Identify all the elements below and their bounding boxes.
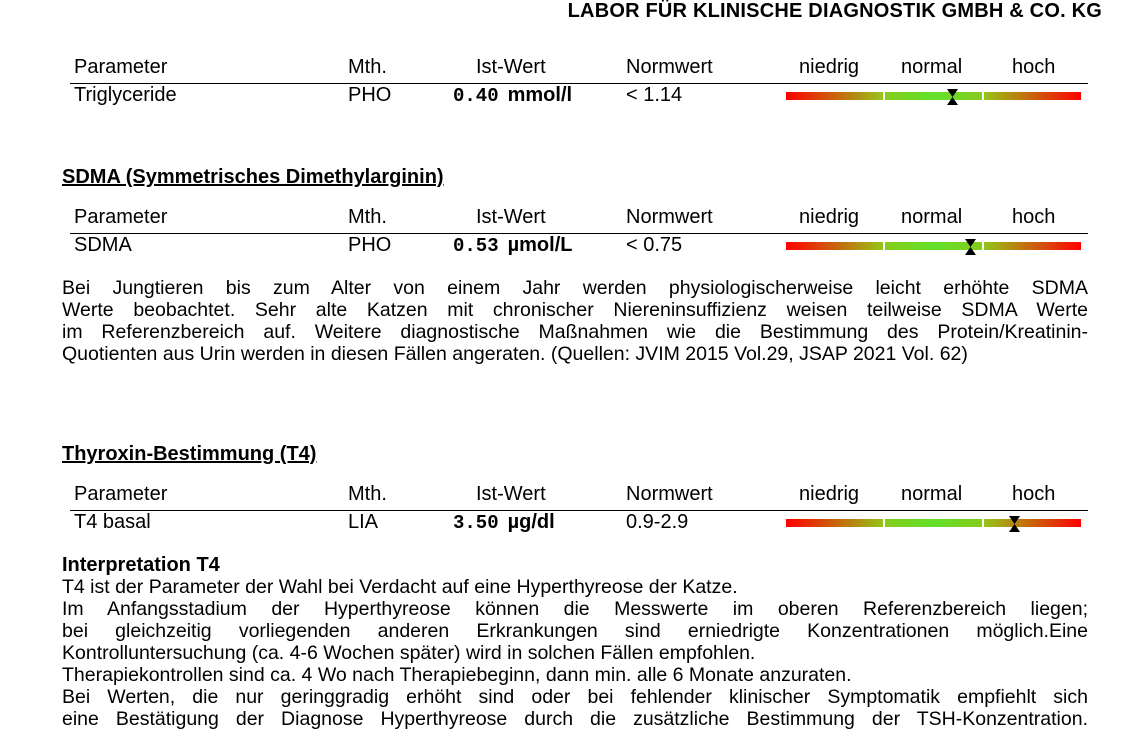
col-method: Mth. <box>348 483 387 505</box>
gauge-low-segment <box>786 242 883 250</box>
result-row <box>62 511 1088 537</box>
interpretation-line: Therapiekontrollen sind ca. 4 Wo nach Therapiebeginn, dann min. alle 6 Monate anzuraten. <box>62 664 852 686</box>
gauge-high-segment <box>984 92 1081 100</box>
note-line: im Referenzbereich auf. Weitere diagnostische Maßnahmen wie die Bestimmung des Protein/Kreatinin- <box>62 321 1088 343</box>
col-method: Mth. <box>348 56 387 78</box>
range-gauge <box>786 242 1082 250</box>
parameter-name: SDMA <box>74 234 132 256</box>
hourglass-marker-icon <box>965 239 976 255</box>
gauge-normal-segment <box>885 92 982 100</box>
hourglass-marker-icon <box>1009 516 1020 532</box>
sdma-section-title: SDMA (Symmetrisches Dimethylarginin) <box>62 166 444 188</box>
interpretation-line: Kontrolluntersuchung (ca. 4-6 Wochen später) wird in solchen Fällen empfohlen. <box>62 642 756 664</box>
col-reference: Normwert <box>626 56 713 78</box>
col-value: Ist-Wert <box>476 483 546 505</box>
parameter-name: Triglyceride <box>74 84 177 106</box>
interpretation-line: Bei Werten, die nur geringgradig erhöht sind oder bei fehlender klinischer Symptomatik empfiehlt sich <box>62 686 1088 708</box>
col-parameter: Parameter <box>74 56 168 78</box>
col-normal: normal <box>901 206 963 228</box>
note-line: Werte beobachtet. Sehr alte Katzen mit chronischer Niereninsuffizienz weisen teilweise SDMA Werte <box>62 299 1088 321</box>
interpretation-text <box>62 576 1088 730</box>
table-header-row <box>62 56 1088 82</box>
parameter-name: T4 basal <box>74 511 151 533</box>
col-low: niedrig <box>799 206 860 228</box>
col-value: Ist-Wert <box>476 56 546 78</box>
col-high: hoch <box>1012 56 1056 78</box>
gauge-low-segment <box>786 519 883 527</box>
t4-section-title: Thyroxin-Bestimmung (T4) <box>62 443 317 465</box>
interpretation-line: bei gleichzeitig vorliegenden anderen Erkrankungen sind erniedrigte Konzentrationen möglich.Eine <box>62 620 1088 642</box>
col-value: Ist-Wert <box>476 206 546 228</box>
col-reference: Normwert <box>626 483 713 505</box>
interpretation-line: T4 ist der Parameter der Wahl bei Verdacht auf eine Hyperthyreose der Katze. <box>62 576 738 598</box>
note-line: Bei Jungtieren bis zum Alter von einem Jahr werden physiologischerweise leicht erhöhte SDMA <box>62 277 1088 299</box>
table-header-row <box>62 483 1088 509</box>
gauge-high-segment <box>984 519 1081 527</box>
col-high: hoch <box>1012 483 1056 505</box>
table-header-row <box>62 206 1088 232</box>
col-low: niedrig <box>799 483 860 505</box>
interpretation-line: eine Bestätigung der Diagnose Hyperthyreose durch die zusätzliche Bestimmung der TSH-Konzentration. <box>62 708 1088 730</box>
reference-range: 0.9-2.9 <box>626 511 689 533</box>
reference-range: < 1.14 <box>626 84 683 106</box>
col-low: niedrig <box>799 56 860 78</box>
col-method: Mth. <box>348 206 387 228</box>
sdma-note <box>62 277 1088 365</box>
col-reference: Normwert <box>626 206 713 228</box>
col-normal: normal <box>901 56 963 78</box>
triglyceride-table <box>62 56 1088 116</box>
result-value: 3.50 µg/dl <box>453 511 555 534</box>
sdma-table <box>62 206 1088 266</box>
lab-name: LABOR FÜR KLINISCHE DIAGNOSTIK GMBH & CO. KG <box>567 0 1102 22</box>
method: LIA <box>348 511 379 533</box>
result-value: 0.40 mmol/l <box>453 84 573 107</box>
hourglass-marker-icon <box>947 89 958 105</box>
method: PHO <box>348 84 392 106</box>
col-high: hoch <box>1012 206 1056 228</box>
result-row <box>62 234 1088 260</box>
note-line: Quotienten aus Urin werden in diesen Fällen angeraten. (Quellen: JVIM 2015 Vol.29, JSAP 2021 Vol. 62) <box>62 343 968 365</box>
range-gauge <box>786 519 1082 527</box>
result-value: 0.53 µmol/L <box>453 234 573 257</box>
col-parameter: Parameter <box>74 483 168 505</box>
result-row <box>62 84 1088 110</box>
col-parameter: Parameter <box>74 206 168 228</box>
interpretation-title: Interpretation T4 <box>62 554 220 576</box>
reference-range: < 0.75 <box>626 234 683 256</box>
range-gauge <box>786 92 1082 100</box>
col-normal: normal <box>901 483 963 505</box>
gauge-high-segment <box>984 242 1081 250</box>
gauge-low-segment <box>786 92 883 100</box>
interpretation-line: Im Anfangsstadium der Hyperthyreose können die Messwerte im oberen Referenzbereich liegen; <box>62 598 1088 620</box>
t4-table <box>62 483 1088 543</box>
method: PHO <box>348 234 392 256</box>
gauge-normal-segment <box>885 519 982 527</box>
